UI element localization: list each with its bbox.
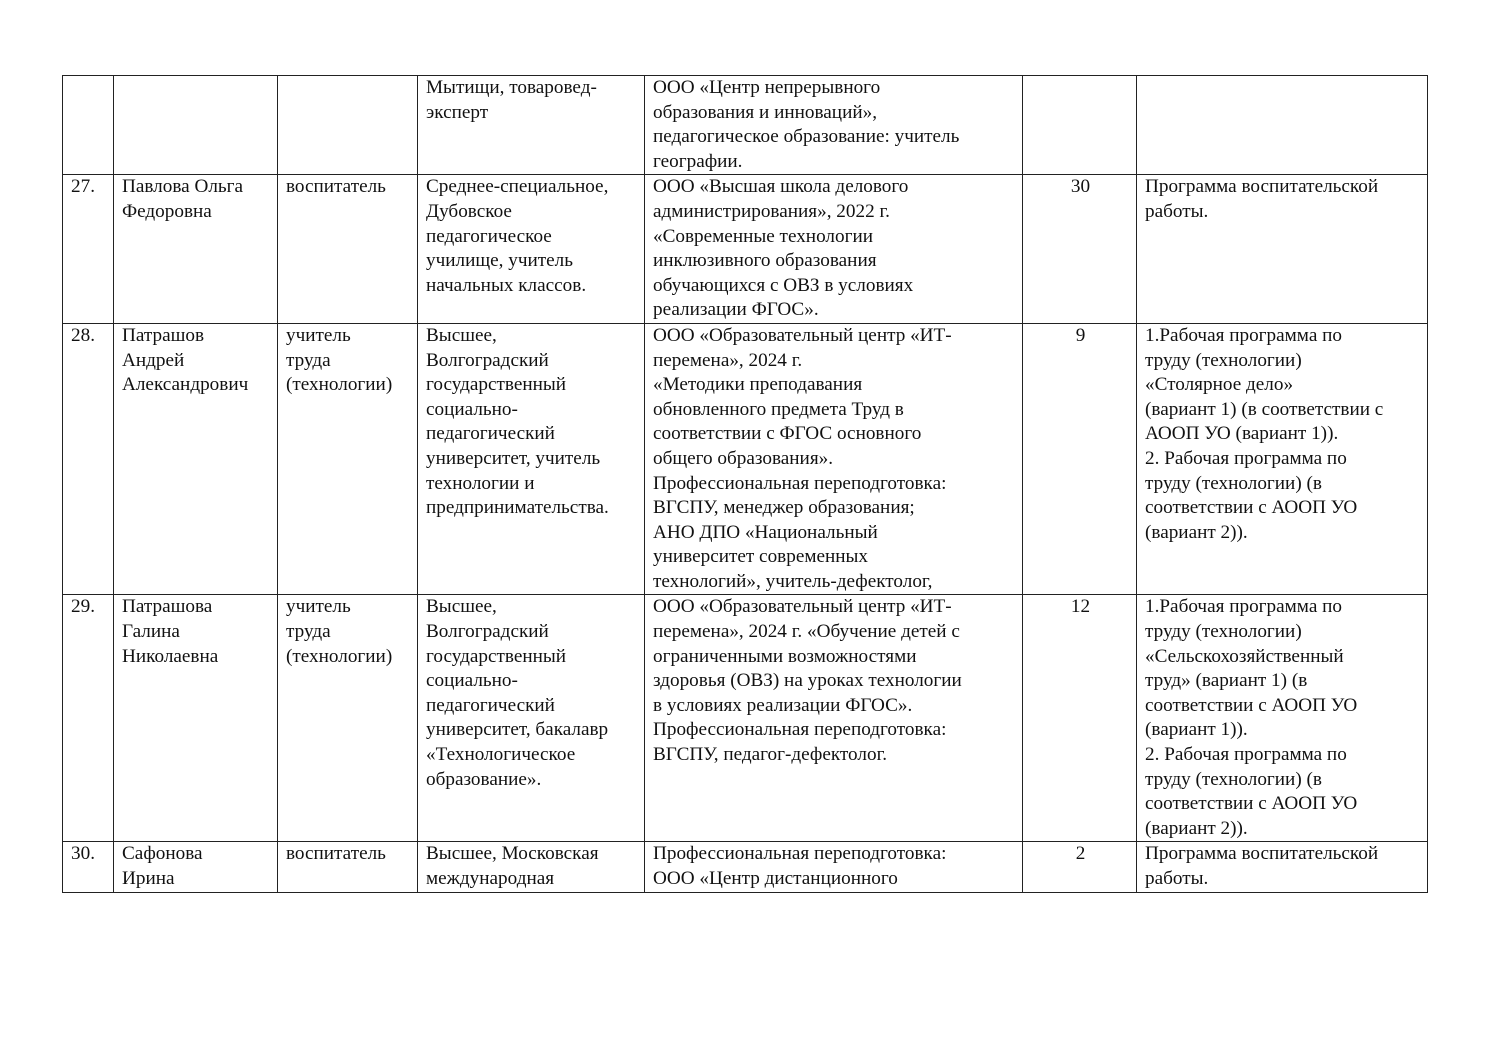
table-row — [63, 323, 1428, 595]
programs-cell — [1137, 76, 1428, 175]
hours-cell: 30 — [1023, 175, 1137, 324]
hours-cell: 9 — [1023, 323, 1137, 595]
name-cell: Павлова Ольга Федоровна — [114, 175, 278, 324]
hours-cell — [1023, 76, 1137, 175]
hours-cell: 12 — [1023, 595, 1137, 842]
programs-cell: Программа воспитательской работы. — [1137, 842, 1428, 892]
position-cell: учитель труда (технологии) — [278, 323, 418, 595]
hours-cell: 2 — [1023, 842, 1137, 892]
row-number-cell: 28. — [63, 323, 114, 595]
position-cell: учитель труда (технологии) — [278, 595, 418, 842]
education-cell: Мытищи, товаровед- эксперт — [418, 76, 645, 175]
education-cell: Среднее-специальное, Дубовское педагогическое училище, учитель начальных классов. — [418, 175, 645, 324]
position-cell: воспитатель — [278, 842, 418, 892]
programs-cell: 1.Рабочая программа по труду (технологии) «Столярное дело» (вариант 1) (в соответствии с АООП УО (вариант 1)). 2. Рабочая программа по труду (технологии) (в соответствии с АООП УО (вариант 2)). — [1137, 323, 1428, 595]
training-cell: Профессиональная переподготовка: ООО «Центр дистанционного — [645, 842, 1023, 892]
position-cell: воспитатель — [278, 175, 418, 324]
education-cell: Высшее, Московская международная — [418, 842, 645, 892]
education-cell: Высшее, Волгоградский государственный социально- педагогический университет, бакалавр «Технологическое образование». — [418, 595, 645, 842]
name-cell: Патрашов Андрей Александрович — [114, 323, 278, 595]
programs-cell: Программа воспитательской работы. — [1137, 175, 1428, 324]
position-cell — [278, 76, 418, 175]
name-cell: Сафонова Ирина — [114, 842, 278, 892]
name-cell — [114, 76, 278, 175]
training-cell: ООО «Центр непрерывного образования и инноваций», педагогическое образование: учитель географии. — [645, 76, 1023, 175]
education-cell: Высшее, Волгоградский государственный социально- педагогический университет, учитель технологии и предпринимательства. — [418, 323, 645, 595]
programs-cell: 1.Рабочая программа по труду (технологии) «Сельскохозяйственный труд» (вариант 1) (в соответствии с АООП УО (вариант 1)). 2. Рабочая программа по труду (технологии) (в соответствии с АООП УО (вариант 2)). — [1137, 595, 1428, 842]
row-number-cell: 29. — [63, 595, 114, 842]
name-cell: Патрашова Галина Николаевна — [114, 595, 278, 842]
training-cell: ООО «Образовательный центр «ИТ- перемена», 2024 г. «Методики преподавания обновленного предмета Труд в соответствии с ФГОС основного общего образования». Профессиональная переподготовка: ВГСПУ, менеджер образования; АНО ДПО «Национальный университет современных технологий», учитель-дефектолог, — [645, 323, 1023, 595]
row-number-cell — [63, 76, 114, 175]
table-row — [63, 595, 1428, 842]
training-cell: ООО «Образовательный центр «ИТ- перемена», 2024 г. «Обучение детей с ограниченными возможностями здоровья (ОВЗ) на уроках технологии в условиях реализации ФГОС». Профессиональная переподготовка: ВГСПУ, педагог-дефектолог. — [645, 595, 1023, 842]
row-number-cell: 27. — [63, 175, 114, 324]
table-row — [63, 76, 1428, 175]
training-cell: ООО «Высшая школа делового администрирования», 2022 г. «Современные технологии инклюзивного образования обучающихся с ОВЗ в условиях реализации ФГОС». — [645, 175, 1023, 324]
staff-table — [62, 75, 1428, 893]
table-row — [63, 842, 1428, 892]
table-row — [63, 175, 1428, 324]
row-number-cell: 30. — [63, 842, 114, 892]
